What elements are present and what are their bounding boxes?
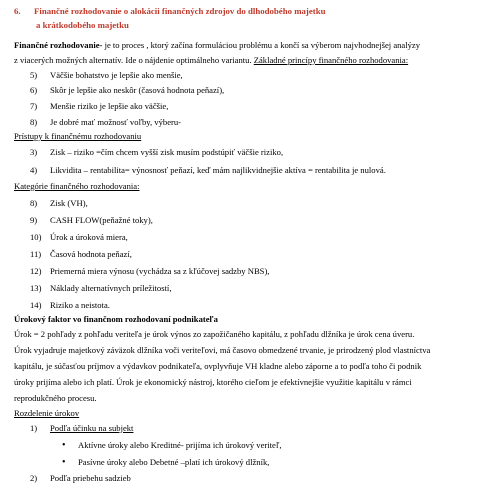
principles-title: Základné princípy finančného rozhodovania: <box>253 54 409 65</box>
heading-line-1: Finančné rozhodovanie o alokácii finančných zdrojov do dlhodobého majetku <box>34 6 326 16</box>
heading-line-2: a krátkodobého majetku <box>36 20 129 30</box>
interest-line: reprodukčného procesu. <box>14 393 97 403</box>
list-item: 4) Likvidita – rentabilita= výnosnosť peňazí, keď mám najlikvidnejšie aktíva = rentabilita je nulová. <box>30 165 386 175</box>
list-item: 8) Zisk (VH), <box>30 198 88 208</box>
bullet-icon: • <box>62 457 66 468</box>
approaches-title: Prístupy k finančnému rozhodovaniu <box>14 131 142 141</box>
list-item: 10) Úrok a úroková miera, <box>30 232 128 242</box>
interest-line: Úrok = 2 pohľady z pohľadu veriteľa je úrok výnos zo zapožičaného kapitálu, z pohľadu dlžníka je úrok cena úveru. <box>14 329 415 339</box>
list-item: 3) Zisk – riziko =čím chcem vyšší zisk musím podstúpiť väčšie riziko, <box>30 147 284 157</box>
list-item: 11) Časová hodnota peňazí, <box>30 249 132 259</box>
interest-line: úroky prijíma alebo ich platí. Úrok je ekonomický nástroj, ktorého cieľom je efektívnejšie využitie kapitálu v rámci <box>14 377 412 387</box>
interest-line: Úrok vyjadruje majetkový záväzok dlžníka voči veriteľovi, má časovo obmedzené trvanie, je prirodzený plod vlastníctva <box>14 345 431 355</box>
intro-paragraph <box>14 38 474 67</box>
categories-title: Kategórie finančného rozhodovania: <box>14 181 140 191</box>
list-item: 14) Riziko a neistota. <box>30 300 110 310</box>
heading-number: 6. <box>14 6 21 16</box>
intro-text-1: je to proces , ktorý začína formuláciou problému a končí sa výberom najvhodnejšej analýzy <box>102 40 421 50</box>
interest-title: Úrokový faktor vo finančnom rozhodovaní podnikateľa <box>14 314 218 324</box>
list-item: 8) Je dobré mať možnosť voľby, výberu- <box>30 117 182 127</box>
list-item: 13) Náklady alternatívnych príležitostí, <box>30 283 172 293</box>
list-item: 7) Menšie riziko je lepšie ako väčšie, <box>30 101 169 111</box>
list-item: 12) Priemerná miera výnosu (vychádza sa z kľúčovej sadzby NBS), <box>30 266 270 276</box>
division-title: Rozdelenie úrokov <box>14 408 80 418</box>
list-item: 5) Väčšie bohatstvo je lepšie ako menšie, <box>30 70 183 80</box>
intro-text-2: z viacerých možných alternatív. Ide o nájdenie optimálneho variantu. <box>14 54 254 65</box>
interest-line: kapitálu, je súčasťou príjmov a výdavkov podnikateľa, ovplyvňuje VH kladne alebo záporne a to podľa toho či podnik <box>14 361 422 371</box>
list-item: 6) Skôr je lepšie ako neskôr (časová hodnota peňazí), <box>30 85 225 95</box>
bullet-item: • Aktívne úroky alebo Kreditné- prijíma ich úrokový veriteľ, <box>62 438 281 454</box>
intro-term: Finančné rozhodovanie- <box>14 40 103 50</box>
list-item: 9) CASH FLOW(peňažné toky), <box>30 215 153 225</box>
section-heading <box>14 4 325 32</box>
bullet-icon: • <box>62 440 66 451</box>
list-item: 1) Podľa účinku na subjekt <box>30 423 134 433</box>
bullet-item: • Pasívne úroky alebo Debetné –platí ich úrokový dlžník, <box>62 455 269 471</box>
list-item: 2) Podľa priebehu sadzieb <box>30 473 131 483</box>
